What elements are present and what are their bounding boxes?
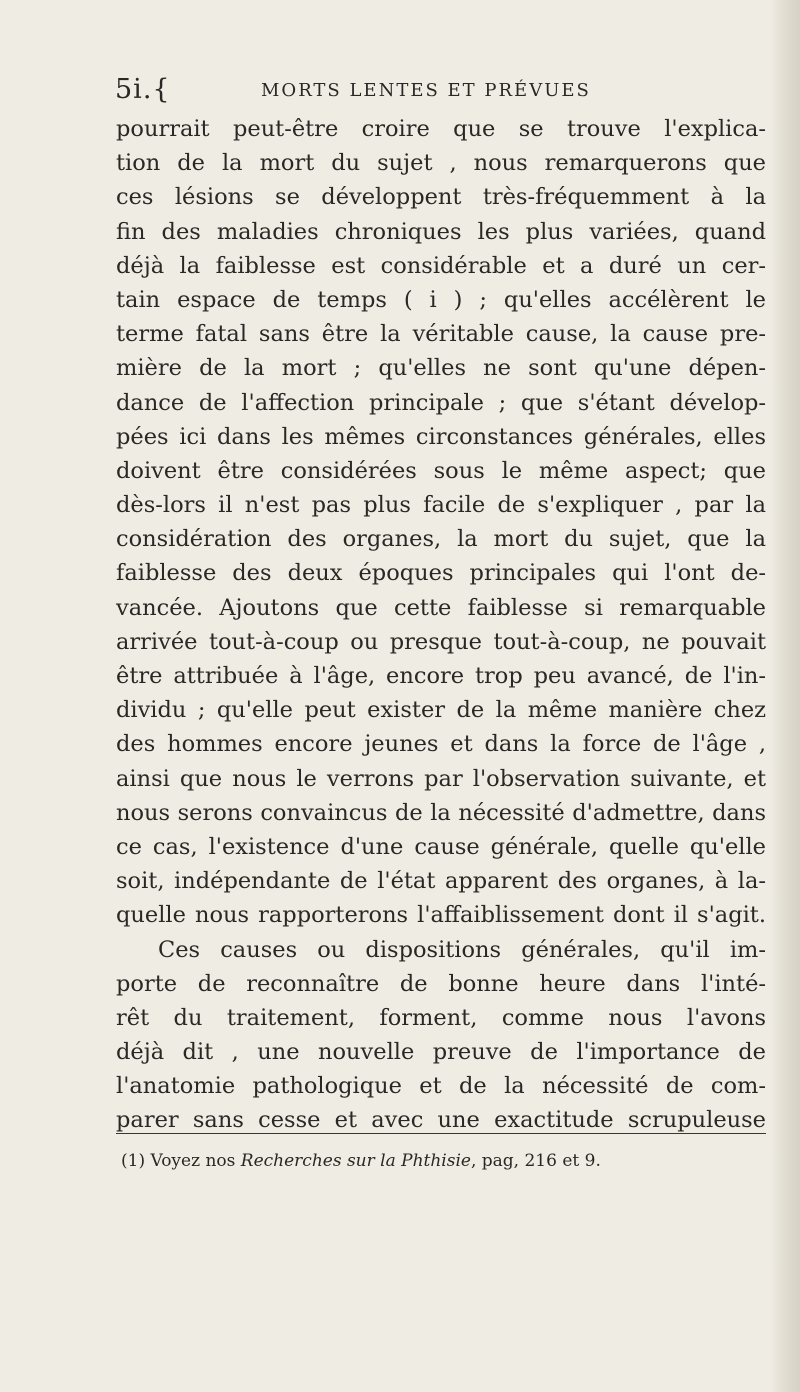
text-line: nous serons convaincus de la nécessité d'admettre, dans xyxy=(116,799,766,826)
text-line: terme fatal sans être la véritable cause, la cause pre- xyxy=(116,321,766,348)
text-line: l'anatomie pathologique et de la nécessité de com- xyxy=(116,1073,766,1100)
text-line: des hommes encore jeunes et dans la force de l'âge , xyxy=(116,731,766,758)
text-line: ce cas, l'existence d'une cause générale, quelle qu'elle xyxy=(116,833,766,860)
text-line: fin des maladies chroniques les plus variées, quand xyxy=(116,218,766,245)
text-line: dance de l'affection principale ; que s'étant dévelop- xyxy=(116,389,766,416)
footnote-rest: , pag, 216 et 9. xyxy=(470,1151,601,1171)
text-line: déjà la faiblesse est considérable et a duré un cer- xyxy=(116,252,766,279)
text-line: considération des organes, la mort du sujet, que la xyxy=(116,526,766,553)
text-line: porte de reconnaître de bonne heure dans l'inté- xyxy=(116,970,766,997)
footnote-marker: (1) Voyez nos xyxy=(121,1151,241,1171)
footnote-title: Recherches sur la Phthisie xyxy=(240,1151,471,1171)
text-line: parer sans cesse et avec une exactitude scrupuleuse xyxy=(116,1107,766,1134)
running-title: MORTS LENTES ET PRÉVUES xyxy=(261,80,591,101)
footnote xyxy=(121,1151,761,1171)
page-edge-shadow xyxy=(770,0,800,1392)
text-line: Ces causes ou dispositions générales, qu'il im- xyxy=(158,936,766,963)
text-line: tion de la mort du sujet , nous remarquerons que xyxy=(116,150,766,177)
text-line: vancée. Ajoutons que cette faiblesse si remarquable xyxy=(116,594,766,621)
text-line: pées ici dans les mêmes circonstances générales, elles xyxy=(116,423,766,450)
body-text xyxy=(116,112,766,1138)
text-line: être attribuée à l'âge, encore trop peu avancé, de l'in- xyxy=(116,663,766,689)
page-header xyxy=(115,74,715,108)
text-line: dividu ; qu'elle peut exister de la même manière chez xyxy=(116,697,766,724)
page-number: 5i.{ xyxy=(115,74,171,105)
text-line: rêt du traitement, forment, comme nous l'avons xyxy=(116,1004,766,1031)
text-line: pourrait peut-être croire que se trouve l'explica- xyxy=(116,116,766,142)
text-line: dès-lors il n'est pas plus facile de s'expliquer , par la xyxy=(116,492,766,519)
text-line: arrivée tout-à-coup ou presque tout-à-coup, ne pouvait xyxy=(116,628,766,655)
footnote-divider xyxy=(116,1133,766,1134)
text-line: ces lésions se développent très-fréquemment à la xyxy=(116,184,766,211)
text-line: faiblesse des deux époques principales qui l'ont de- xyxy=(116,560,766,587)
text-line: soit, indépendante de l'état apparent des organes, à la- xyxy=(116,868,766,895)
text-line: quelle nous rapporterons l'affaiblissement dont il s'agit. xyxy=(116,902,766,929)
text-line: mière de la mort ; qu'elles ne sont qu'une dépen- xyxy=(116,355,766,382)
text-line: doivent être considérées sous le même aspect; que xyxy=(116,457,766,484)
text-line: tain espace de temps ( i ) ; qu'elles accélèrent le xyxy=(116,286,766,313)
text-line: ainsi que nous le verrons par l'observation suivante, et xyxy=(116,765,766,792)
text-line: déjà dit , une nouvelle preuve de l'importance de xyxy=(116,1039,766,1066)
